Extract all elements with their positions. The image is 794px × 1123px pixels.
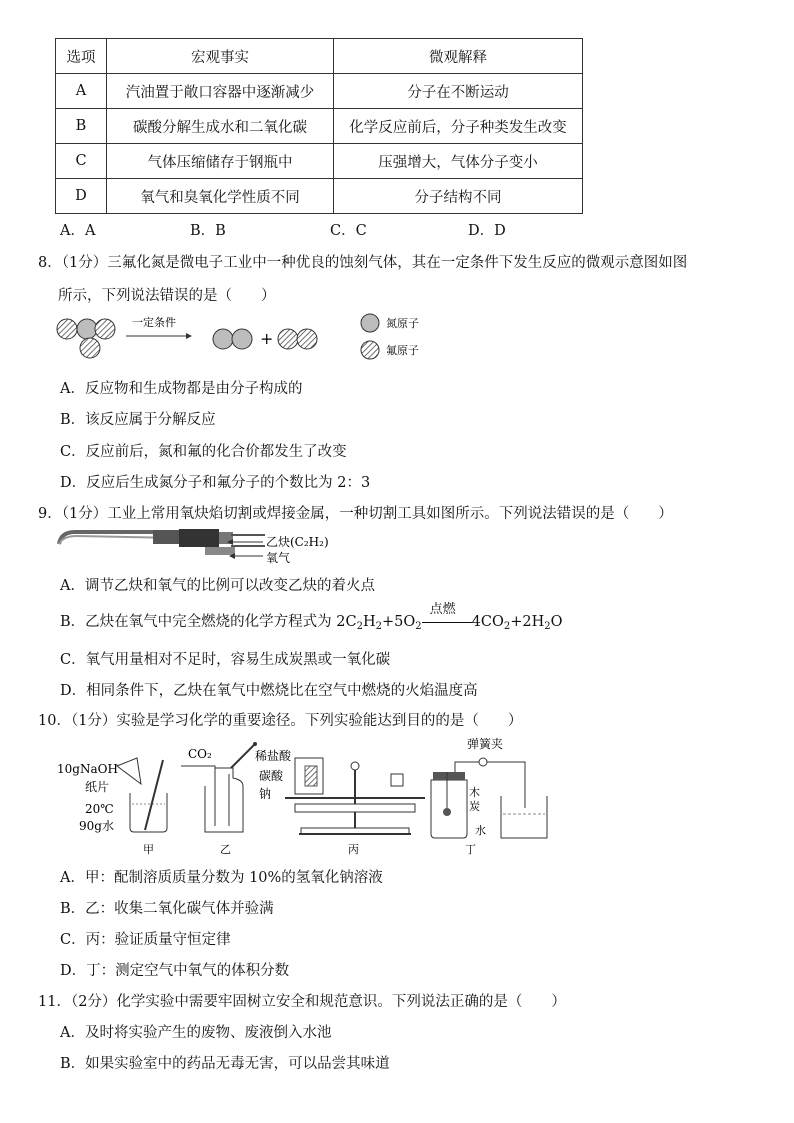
q9-option-a[interactable]: A．调节乙炔和氧气的比例可以改变乙炔的着火点 bbox=[60, 578, 375, 594]
condition-text: 点燃 bbox=[429, 602, 456, 617]
setup-ding bbox=[431, 736, 547, 856]
label-oxygen: 氧气 bbox=[266, 551, 291, 565]
label-carbonate-1: 碳酸 bbox=[259, 769, 284, 783]
table-cell: C bbox=[56, 144, 107, 179]
q9-option-d[interactable]: D．相同条件下，乙炔在氧气中燃烧比在空气中燃烧的火焰温度高 bbox=[60, 683, 478, 699]
label-paper: 纸片 bbox=[85, 780, 110, 794]
legend-nitrogen: 氮原子 bbox=[386, 317, 419, 330]
q11-stem: 11．（2分）化学实验中需要牢固树立安全和规范意识。下列说法正确的是（ ） bbox=[38, 994, 566, 1010]
product-f2-molecule bbox=[278, 329, 317, 349]
q9-option-c[interactable]: C．氧气用量相对不足时，容易生成炭黑或一氧化碳 bbox=[60, 652, 391, 668]
legend-fluorine: 氟原子 bbox=[386, 344, 419, 357]
reactant-molecule bbox=[57, 319, 115, 358]
table-cell: B bbox=[56, 109, 107, 144]
q7-option-d[interactable]: D．D bbox=[468, 223, 506, 239]
label-carbonate-2: 钠 bbox=[259, 787, 272, 801]
table-row bbox=[56, 109, 583, 144]
q7-option-c[interactable]: C．C bbox=[330, 223, 367, 239]
table-header: 选项 bbox=[56, 39, 107, 74]
table-cell: A bbox=[56, 74, 107, 109]
q8-option-d[interactable]: D．反应后生成氮分子和氟分子的个数比为 2：3 bbox=[60, 475, 371, 491]
label-clip: 弹簧夹 bbox=[467, 737, 504, 751]
table-row bbox=[56, 144, 583, 179]
q8-option-c[interactable]: C．反应前后，氮和氟的化合价都发生了改变 bbox=[60, 444, 347, 460]
table-cell: 氧气和臭氧化学性质不同 bbox=[107, 179, 334, 214]
q11-option-b[interactable]: B．如果实验室中的药品无毒无害，可以品尝其味道 bbox=[60, 1056, 390, 1072]
label-acetylene: 乙炔(C₂H₂) bbox=[266, 535, 329, 549]
label-bing: 丙 bbox=[348, 843, 359, 856]
table-cell: 气体压缩储存于钢瓶中 bbox=[107, 144, 334, 179]
table-cell: 分子结构不同 bbox=[334, 179, 583, 214]
label-yi: 乙 bbox=[220, 843, 231, 856]
table-cell: 分子在不断运动 bbox=[334, 74, 583, 109]
plus-sign: + bbox=[260, 329, 274, 348]
label-naoh: 10gNaOH bbox=[57, 762, 118, 776]
q7-option-b[interactable]: B．B bbox=[190, 223, 226, 239]
arrowhead-icon bbox=[186, 333, 192, 339]
table-cell: 碳酸分解生成水和二氧化碳 bbox=[107, 109, 334, 144]
q10-experiment-figure bbox=[55, 738, 555, 860]
label-charcoal-1: 木 bbox=[469, 786, 480, 799]
q10-option-d[interactable]: D．丁：测定空气中氧气的体积分数 bbox=[60, 963, 290, 979]
q8-option-a[interactable]: A．反应物和生成物都是由分子构成的 bbox=[60, 381, 303, 397]
q10-option-a[interactable]: A．甲：配制溶质质量分数为 10%的氢氧化钠溶液 bbox=[60, 870, 383, 886]
q9-option-b-text: B．乙炔在氧气中完全燃烧的化学方程式为 2C bbox=[60, 614, 357, 630]
reaction-condition: 一定条件 bbox=[132, 316, 176, 329]
q8-option-b[interactable]: B．该反应属于分解反应 bbox=[60, 412, 216, 428]
q9-cutting-torch-figure bbox=[55, 524, 329, 566]
equation-condition bbox=[422, 602, 472, 630]
table-cell: 化学反应前后，分子种类发生改变 bbox=[334, 109, 583, 144]
table-cell: D bbox=[56, 179, 107, 214]
q10-option-c[interactable]: C．丙：验证质量守恒定律 bbox=[60, 932, 231, 948]
q7-option-a[interactable]: A．A bbox=[60, 223, 96, 239]
label-ding-water: 水 bbox=[475, 824, 486, 837]
q9-option-b[interactable]: B．乙炔在氧气中完全燃烧的化学方程式为 $2C_2H_2+5O_2$ 点燃 $4CO_2+2H_2O$ bbox=[60, 610, 563, 632]
table-row bbox=[56, 74, 583, 109]
label-temp: 20℃ bbox=[85, 802, 114, 816]
comparison-table bbox=[55, 38, 583, 214]
table-cell: 汽油置于敞口容器中逐渐减少 bbox=[107, 74, 334, 109]
setup-yi bbox=[181, 742, 257, 856]
label-acid: 稀盐酸 bbox=[255, 749, 292, 763]
q8-reaction-diagram bbox=[52, 312, 472, 364]
q8-stem-line1: 8．（1分）三氟化氮是微电子工业中一种优良的蚀刻气体，其在一定条件下发生反应的微观示意图如图 bbox=[38, 255, 688, 271]
q11-option-a[interactable]: A．及时将实验产生的废物、废液倒入水池 bbox=[60, 1025, 332, 1041]
q8-stem-line2: 所示，下列说法错误的是（ ） bbox=[58, 288, 276, 304]
label-water: 90g水 bbox=[79, 819, 114, 833]
table-header: 微观解释 bbox=[334, 39, 583, 74]
nitrogen-atom-legend-icon bbox=[361, 314, 379, 332]
label-jia: 甲 bbox=[143, 843, 154, 856]
table-header: 宏观事实 bbox=[107, 39, 334, 74]
table-header-row bbox=[56, 39, 583, 74]
label-charcoal-2: 炭 bbox=[469, 800, 480, 813]
setup-bing bbox=[255, 748, 425, 856]
label-co2: CO₂ bbox=[188, 747, 212, 761]
setup-jia bbox=[57, 758, 167, 856]
q9-stem: 9．（1分）工业上常用氧炔焰切割或焊接金属，一种切割工具如图所示。下列说法错误的是（ ） bbox=[38, 506, 673, 522]
q10-option-b[interactable]: B．乙：收集二氧化碳气体并验满 bbox=[60, 901, 274, 917]
q10-stem: 10．（1分）实验是学习化学的重要途径。下列实验能达到目的的是（ ） bbox=[38, 713, 523, 729]
fluorine-atom-legend-icon bbox=[361, 341, 379, 359]
table-cell: 压强增大，气体分子变小 bbox=[334, 144, 583, 179]
table-row bbox=[56, 179, 583, 214]
product-n2-molecule bbox=[213, 329, 252, 349]
label-ding: 丁 bbox=[465, 843, 476, 856]
